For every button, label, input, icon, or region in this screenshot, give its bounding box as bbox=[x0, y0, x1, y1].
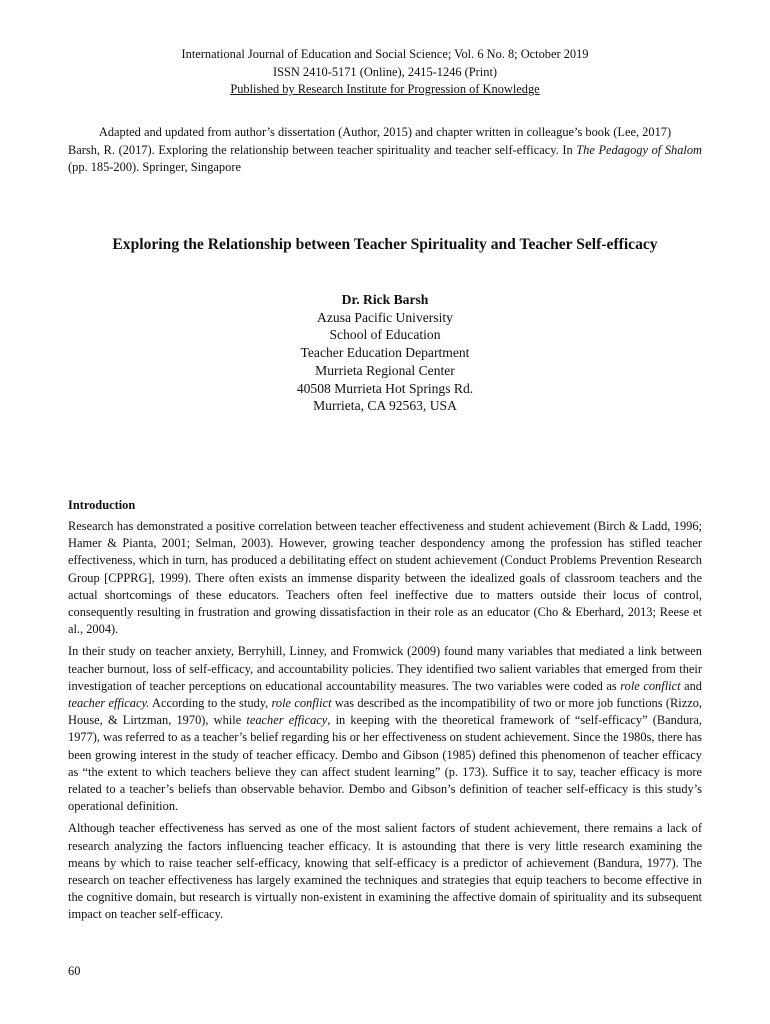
page-number: 60 bbox=[68, 964, 81, 978]
issn-info: ISSN 2410-5171 (Online), 2415-1246 (Print) bbox=[272, 64, 498, 79]
journal-header bbox=[0, 46, 770, 99]
citation-text: Barsh, R. (2017). Exploring the relationship between teacher spirituality and teacher self-efficacy. In bbox=[68, 142, 577, 157]
author-affiliation-line: Azusa Pacific University bbox=[317, 309, 453, 325]
paragraph-text: According to the study, bbox=[149, 696, 272, 711]
author-affiliation-line: Murrieta, CA 92563, USA bbox=[313, 398, 457, 414]
citation bbox=[68, 142, 702, 177]
paragraph-text: , in keeping with the theoretical framework of “self-efficacy” (Bandura, 1977), was referred to as a teacher’s belief regarding his or her effectiveness on student achievement. Since the 1980s, there has been growing interest in the study of teacher efficacy. Dembo and Gibson (1985) defined this phenomenon of teacher efficacy as “the extent to which teachers believe they can affect student learning” (p. 173). Suffice it to say, teacher efficacy is more related to a teacher’s beliefs than observable behavior. Dembo and Gibson’s definition of teacher self-efficacy is this study’s operational definition. bbox=[68, 713, 702, 814]
adaptation-statement: Adapted and updated from author’s dissertation (Author, 2015) and chapter written in colleague’s book (Lee, 2017) bbox=[98, 125, 672, 139]
term-teacher-efficacy: teacher efficacy. bbox=[68, 696, 150, 711]
author-block bbox=[0, 291, 770, 415]
publisher-info: Published by Research Institute for Progression of Knowledge bbox=[230, 82, 540, 96]
author-affiliation-line: School of Education bbox=[329, 327, 441, 343]
paragraph: Although teacher effectiveness has served as one of the most salient factors of student achievement, there remains a lack of research analyzing the factors influencing teacher efficacy. It is astounding that there is very little research examining the means by which to raise teacher self-efficacy, knowing that self-efficacy is a predictor of achievement (Bandura, 1977). The research on teacher effectiveness has largely examined the techniques and strategies that equip teachers to become effective in the cognitive domain, but research is virtually non-existent in examining the affective domain of spirituality and its subsequent impact on teacher self-efficacy. bbox=[68, 821, 702, 922]
term-role-conflict: role conflict bbox=[620, 678, 681, 693]
paragraph bbox=[68, 643, 702, 815]
citation-book-title: The Pedagogy of Shalom bbox=[576, 142, 703, 157]
paragraph-text: was described as the incompatibility of two or more job functions (Rizzo, House, & Lirtzman, 1970), while bbox=[68, 696, 702, 728]
adaptation-note bbox=[68, 124, 702, 177]
paper-title: Exploring the Relationship between Teacher Spirituality and Teacher Self-efficacy bbox=[112, 236, 658, 253]
paragraph-text: and bbox=[680, 678, 702, 693]
author-affiliation-line: Teacher Education Department bbox=[300, 345, 470, 361]
citation-pages: (pp. 185-200). Springer, Singapore bbox=[68, 160, 241, 174]
introduction-body bbox=[68, 518, 702, 929]
paragraph-text: In their study on teacher anxiety, Berryhill, Linney, and Fromwick (2009) found many variables that mediated a link between teacher burnout, loss of self-efficacy, and accountability policies. They identified two salient variables that emerged from their investigation of teacher perceptions on educational accountability measures. The two variables were coded as bbox=[68, 644, 702, 693]
paragraph: Research has demonstrated a positive correlation between teacher effectiveness and student achievement (Birch & Ladd, 1996; Hamer & Pianta, 2001; Selman, 2003). However, growing teacher despondency among the profession has stifled teacher effectiveness, which in turn, has produced a debilitating effect on student achievement (Conduct Problems Prevention Research Group [CPPRG], 1999). There often exists an immense disparity between the idealized goals of classroom teachers and the actual shortcomings of these educators. Teachers often feel ineffective due to matters outside their locus of control, consequently resulting in frustration and growing dissatisfaction in their role as an educator (Cho & Eberhard, 2013; Reese et al., 2004). bbox=[68, 519, 702, 637]
author-affiliation-line: Murrieta Regional Center bbox=[315, 362, 455, 378]
author-affiliation-line: 40508 Murrieta Hot Springs Rd. bbox=[296, 380, 474, 396]
term-teacher-efficacy: teacher efficacy bbox=[246, 713, 328, 728]
author-name: Dr. Rick Barsh bbox=[341, 292, 429, 307]
term-role-conflict: role conflict bbox=[271, 696, 332, 711]
section-heading-introduction: Introduction bbox=[68, 498, 136, 512]
journal-info: International Journal of Education and Social Science; Vol. 6 No. 8; October 2019 bbox=[181, 47, 589, 61]
